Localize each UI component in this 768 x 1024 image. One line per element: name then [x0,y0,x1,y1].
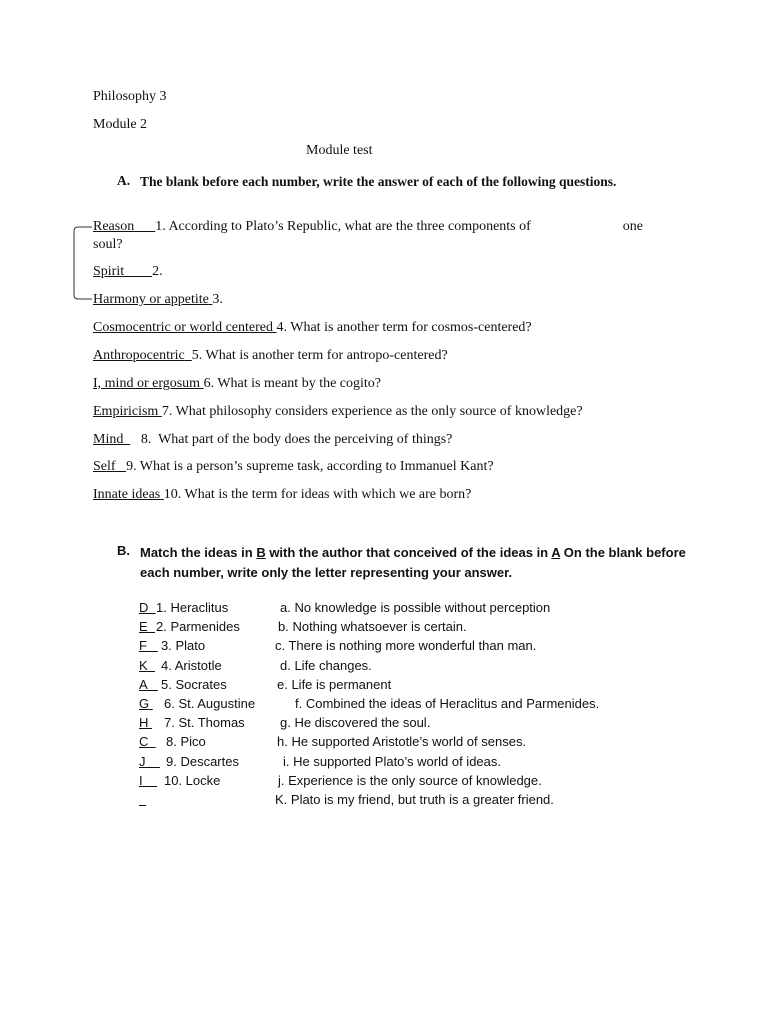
answer-3: Harmony or appetite [93,292,209,307]
match-idea: h. He supported Aristotle’s world of senses. [277,734,527,749]
question-10: Innate ideas 10. What is the term for ideas with which we are born? [93,487,472,502]
match-author: 7. St. Thomas [164,715,245,730]
match-answer: D [139,600,149,615]
answer-2: Spirit [93,264,125,279]
question-1-continuation: soul? [93,237,123,252]
answer-1: Reason [93,219,135,234]
match-author: 10. Locke [164,773,221,788]
section-b-marker: B. [117,543,130,558]
match-row [0,600,768,619]
match-row [0,792,768,811]
section-b-instruction: Match the ideas in B with the author that conceived of the ideas in A On the blank before each number, write only the letter representing your answer. [140,545,686,580]
match-idea: g. He discovered the soul. [280,715,431,730]
match-idea: j. Experience is the only source of knowledge. [278,773,542,788]
match-idea: e. Life is permanent [277,677,392,692]
match-author: 6. St. Augustine [164,696,256,711]
match-idea: K. Plato is my friend, but truth is a greater friend. [275,792,554,807]
match-author: 4. Aristotle [161,658,222,673]
match-idea: a. No knowledge is possible without perception [280,600,551,615]
section-a-marker: A. [117,173,131,188]
answer-8: Mind [93,432,124,447]
answer-9: Self [93,459,116,474]
match-answer: E [139,619,148,634]
section-a-instruction: The blank before each number, write the answer of each of the following questions. [140,174,617,189]
match-idea: i. He supported Plato’s world of ideas. [283,754,501,769]
question-3: Harmony or appetite 3. [93,292,223,307]
match-answer: C [139,734,149,749]
match-answer: G [139,696,150,711]
module-label: Module 2 [93,117,148,132]
match-answer: I [139,773,143,788]
match-author: 9. Descartes [166,754,239,769]
answer-5: Anthropocentric [93,348,185,363]
answer-bracket-icon [72,226,92,300]
match-row [0,638,768,657]
match-answer [139,792,146,807]
question-1 [93,218,653,254]
match-row [0,734,768,753]
match-idea: b. Nothing whatsoever is certain. [278,619,467,634]
question-6: I, mind or ergosum 6. What is meant by the cogito? [93,376,381,391]
question-2: Spirit 2. [93,264,163,279]
question-1-tail: one [622,219,643,234]
match-author: 3. Plato [161,638,206,653]
match-author: 8. Pico [166,734,206,749]
course-title: Philosophy 3 [93,89,167,104]
question-5: Anthropocentric 5. What is another term for antropo-centered? [93,348,448,363]
match-row [0,754,768,773]
match-answer: F [139,638,147,653]
answer-10: Innate ideas [93,487,161,502]
match-idea: d. Life changes. [280,658,372,673]
match-row [0,696,768,715]
match-author: 5. Socrates [161,677,227,692]
match-answer: K [139,658,148,673]
answer-4: Cosmocentric or world centered [93,320,273,335]
page-title: Module test [306,143,373,158]
question-4: Cosmocentric or world centered 4. What is another term for cosmos-centered? [93,320,532,335]
match-row [0,658,768,677]
match-row [0,773,768,792]
question-9: Self 9. What is a person’s supreme task, according to Immanuel Kant? [93,459,494,474]
answer-7: Empiricism [93,404,159,419]
match-author: 1. Heraclitus [156,600,229,615]
match-answer: H [139,715,149,730]
match-row [0,677,768,696]
match-idea: c. There is nothing more wonderful than man. [275,638,537,653]
question-7: Empiricism 7. What philosophy considers experience as the only source of knowledge? [93,404,583,419]
match-answer: J [139,754,146,769]
match-idea: f. Combined the ideas of Heraclitus and Parmenides. [295,696,600,711]
match-author: 2. Parmenides [156,619,240,634]
match-row [0,715,768,734]
match-answer: A [139,677,147,692]
question-8: Mind 8. What part of the body does the perceiving of things? [93,432,453,447]
match-row [0,619,768,638]
answer-6: I, mind or ergosum [93,376,201,391]
question-1-text: 1. According to Plato’s Republic, what are the three components of [155,219,531,234]
